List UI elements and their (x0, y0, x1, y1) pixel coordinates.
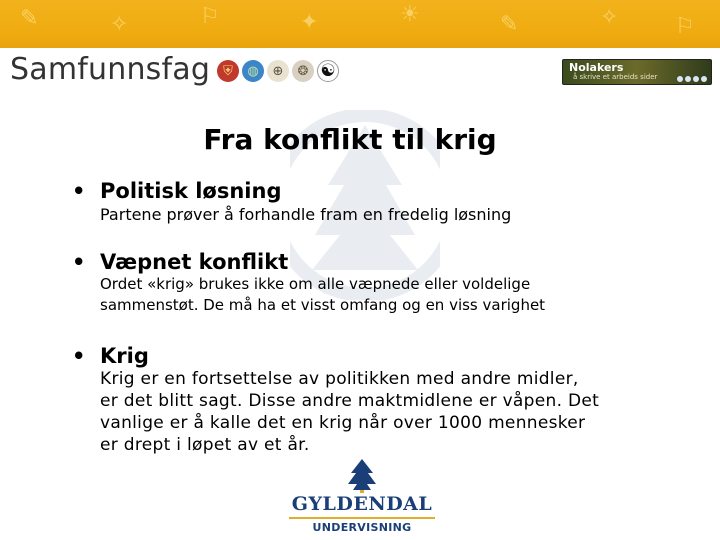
bullet-line: sammenstøt. De må ha et visst omfang og en viss varighet (100, 296, 546, 314)
compass-icon[interactable]: ⊕ (267, 60, 289, 82)
badge-subtitle: å skrive et arbeids sider (573, 73, 658, 81)
bullet-dot: • (72, 344, 86, 368)
bullet-heading-text: Væpnet konflikt (100, 250, 289, 274)
subject-icons (217, 60, 339, 82)
bullet-body (100, 274, 545, 316)
doodle-icon: ✎ (20, 6, 39, 31)
yin-yang-icon[interactable]: ☯ (317, 60, 339, 82)
bullet-heading (72, 250, 288, 274)
doodle-icon: ☀ (400, 2, 420, 27)
bullet-line: er det blitt sagt. Disse andre maktmidlene er våpen. Det (100, 391, 600, 411)
bullet-heading (72, 344, 149, 368)
bullet-line: Ordet «krig» brukes ikke om alle væpnede eller voldelige (100, 275, 531, 293)
logo-rule (289, 517, 435, 519)
coin-icon[interactable]: ❂ (292, 60, 314, 82)
bullet-heading-text: Krig (100, 344, 149, 368)
doodle-icon: ⚐ (675, 14, 695, 39)
doodle-icon: ✦ (300, 10, 319, 35)
bullet-body (100, 368, 599, 456)
globe-icon[interactable]: ◍ (242, 60, 264, 82)
bullet-line: er drept i løpet av et år. (100, 435, 310, 455)
bullet-heading (72, 179, 281, 203)
brand-title: Samfunnsfag (10, 52, 211, 87)
header-band (0, 0, 720, 48)
bullet-dot: • (72, 179, 86, 203)
badge-title: Nolakers (569, 61, 624, 74)
bullet-body (100, 204, 511, 225)
bullet-line: Krig er en fortsettelse av politikken med andre midler, (100, 369, 579, 389)
bullet-line: vanlige er å kalle det en krig når over 1000 mennesker (100, 413, 586, 433)
bullet-line: Partene prøver å forhandle fram en fredelig løsning (100, 205, 512, 224)
bullet-dot: • (72, 250, 86, 274)
badge-dots (677, 76, 707, 82)
doodle-icon: ✧ (110, 12, 129, 37)
doodle-icon: ✧ (600, 5, 619, 30)
doodle-icon: ✎ (500, 12, 519, 37)
doodle-icon: ⚐ (200, 4, 220, 29)
gyldendal-logo (287, 457, 437, 537)
tree-icon (287, 457, 437, 493)
logo-name: GYLDENDAL (291, 493, 433, 515)
bullet-heading-text: Politisk løsning (100, 179, 282, 203)
slide-title: Fra konflikt til krig (203, 123, 497, 156)
shield-icon[interactable]: ⛨ (217, 60, 239, 82)
logo-subtitle: UNDERVISNING (312, 521, 412, 534)
nolakers-badge[interactable] (562, 59, 712, 85)
